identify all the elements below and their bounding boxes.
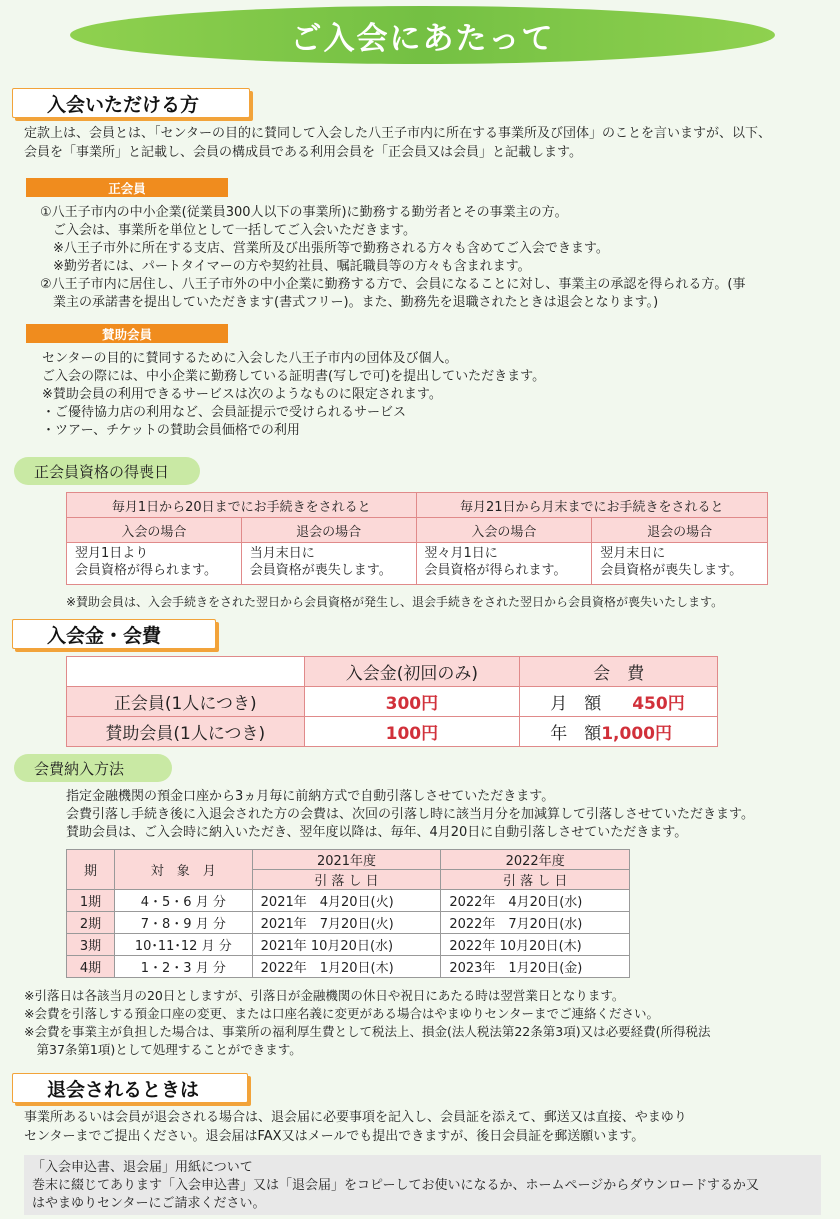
- regular-line-6: 業主の承諾書を提出していただきます(書式フリー)。また、勤務先を退職されたときは退会となります。): [40, 295, 659, 310]
- schedule-header-period: 期: [67, 850, 115, 890]
- forms-note-box: [24, 1155, 821, 1215]
- section-heading-fees: 入会金・会費: [12, 619, 216, 649]
- regular-line-3: ※八王子市外に所在する支店、営業所及び出張所等で勤務される方々も含めてご入会できます。: [40, 241, 609, 256]
- forms-note-line-2: はやまゆりセンターにご請求ください。: [32, 1196, 266, 1211]
- fee-header-fee: 会 費: [520, 657, 718, 687]
- support-line-1: センターの目的に賛同するために入会した八王子市内の団体及び個人。: [42, 351, 458, 366]
- header-leave-b: 退会の場合: [592, 518, 768, 543]
- fee-row-label-regular: 正会員(1人につき): [67, 687, 305, 717]
- section-heading-withdrawal: 退会されるときは: [12, 1073, 248, 1103]
- schedule-row: 4期 1・2・3 月 分 2022年 1月20日(木) 2023年 1月20日(金): [67, 956, 630, 978]
- schedule-row: 1期 4・5・6 月 分 2021年 4月20日(火) 2022年 4月20日(水): [67, 890, 630, 912]
- fee-entry-regular: 300円: [304, 687, 520, 717]
- cell-leave-b: 翌月末日に 会員資格が喪失します。: [592, 543, 768, 585]
- header-leave-a: 退会の場合: [241, 518, 416, 543]
- schedule-header-draw-2022: 引 落 し 日: [441, 870, 630, 890]
- section-heading-payment: 会費納入方法: [14, 754, 172, 782]
- fee-blank-header: [67, 657, 305, 687]
- forms-note-line-1: 巻末に綴じてあります「入会申込書」又は「退会届」をコピーしてお使いになるか、ホームページからダウンロードするか又: [32, 1178, 759, 1193]
- fee-row-label-support: 賛助会員(1人につき): [67, 717, 305, 747]
- support-line-5: ・ツアー、チケットの賛助会員価格での利用: [42, 423, 300, 438]
- intro-line-1: 定款上は、会員とは、「センターの目的に賛同して入会した八王子市内に所在する事業所及び団体」のことを言いますが、以下、: [24, 126, 771, 141]
- cell-leave-a: 当月末日に 会員資格が喪失します。: [241, 543, 416, 585]
- support-line-3: ※賛助会員の利用できるサービスは次のようなものに限定されます。: [42, 387, 442, 402]
- schedule-header-2022: 2022年度: [441, 850, 630, 870]
- regular-member-tag: 正会員: [26, 178, 228, 197]
- forms-note-title: 「入会申込書、退会届」用紙について: [32, 1160, 253, 1175]
- support-member-tag: 賛助会員: [26, 324, 228, 343]
- regular-line-1: ①八王子市内の中小企業(従業員300人以下の事業所)に勤務する勤労者とその事業主の方。: [40, 205, 568, 220]
- fee-entry-support: 100円: [304, 717, 520, 747]
- regular-line-2: ご入会は、事業所を単位として一括してご入会いただきます。: [40, 223, 416, 238]
- header-join-b: 入会の場合: [416, 518, 592, 543]
- withdrawal-line-2: センターまでご提出ください。退会届はFAX又はメールでも提出できますが、後日会員証を郵送願います。: [24, 1129, 645, 1144]
- payment-note-3: ※会費を事業主が負担した場合は、事業所の福利厚生費として税法上、損金(法人税法第22条第3項)又は必要経費(所得税法: [24, 1024, 711, 1039]
- section-heading-eligibility: 入会いただける方: [12, 88, 250, 118]
- page-title: ご入会にあたって: [290, 20, 555, 57]
- fee-table: [66, 656, 718, 747]
- schedule-header-target: 対 象 月: [114, 850, 252, 890]
- section-heading-qualification: 正会員資格の得喪日: [14, 457, 200, 485]
- withdrawal-line-1: 事業所あるいは会員が退会される場合は、退会届に必要事項を記入し、会員証を添えて、郵送又は直接、やまゆり: [24, 1110, 687, 1125]
- payment-note-4: 第37条第1項)として処理することができます。: [24, 1042, 302, 1057]
- payment-note-1: ※引落日は各該当月の20日としますが、引落日が金融機関の休日や祝日にあたる時は翌営業日となります。: [24, 988, 625, 1003]
- header-col-b: 毎月21日から月末までにお手続きをされると: [416, 493, 768, 518]
- page-banner: [70, 6, 775, 64]
- qualification-table: [66, 492, 768, 585]
- schedule-table: [66, 849, 630, 978]
- support-line-4: ・ご優待協力店の利用など、会員証提示で受けられるサービス: [42, 405, 407, 420]
- schedule-header-2021: 2021年度: [252, 850, 441, 870]
- cell-join-a: 翌月1日より 会員資格が得られます。: [67, 543, 242, 585]
- regular-line-4: ※勤労者には、パートタイマーの方や契約社員、嘱託職員等の方々も含まれます。: [40, 259, 531, 274]
- regular-line-5: ②八王子市内に居住し、八王子市外の中小企業に勤務する方で、会員になることに対し、事業主の承認を得られる方。(事: [40, 277, 746, 292]
- intro-line-2: 会員を「事業所」と記載し、会員の構成員である利用会員を「正会員又は会員」と記載します。: [24, 145, 582, 160]
- fee-monthly-regular: 月 額 450円: [520, 687, 718, 717]
- schedule-header-draw-2021: 引 落 し 日: [252, 870, 441, 890]
- support-line-2: ご入会の際には、中小企業に勤務している証明書(写しで可)を提出していただきます。: [42, 369, 546, 384]
- fee-annual-support: 年 額1,000円: [520, 717, 718, 747]
- payment-note-2: ※会費を引落しする預金口座の変更、または口座名義に変更がある場合はやまゆりセンターまでご連絡ください。: [24, 1006, 659, 1021]
- header-join-a: 入会の場合: [67, 518, 242, 543]
- cell-join-b: 翌々月1日に 会員資格が得られます。: [416, 543, 592, 585]
- qualification-note: ※賛助会員は、入会手続きをされた翌日から会員資格が発生し、退会手続きをされた翌日から会員資格が喪失いたします。: [66, 595, 724, 609]
- fee-header-entry: 入会金(初回のみ): [304, 657, 520, 687]
- schedule-row: 2期 7・8・9 月 分 2021年 7月20日(火) 2022年 7月20日(水): [67, 912, 630, 934]
- payment-line-2: 会費引落し手続き後に入退会された方の会費は、次回の引落し時に該当月分を加減算して引落しさせていただきます。: [66, 807, 754, 822]
- schedule-row: 3期 10･11･12 月 分 2021年 10月20日(水) 2022年 10月20日(木): [67, 934, 630, 956]
- header-col-a: 毎月1日から20日までにお手続きをされると: [67, 493, 417, 518]
- payment-line-3: 賛助会員は、ご入会時に納入いただき、翌年度以降は、毎年、4月20日に自動引落しさせていただきます。: [66, 825, 688, 840]
- payment-line-1: 指定金融機関の預金口座から3ヵ月毎に前納方式で自動引落しさせていただきます。: [66, 789, 555, 804]
